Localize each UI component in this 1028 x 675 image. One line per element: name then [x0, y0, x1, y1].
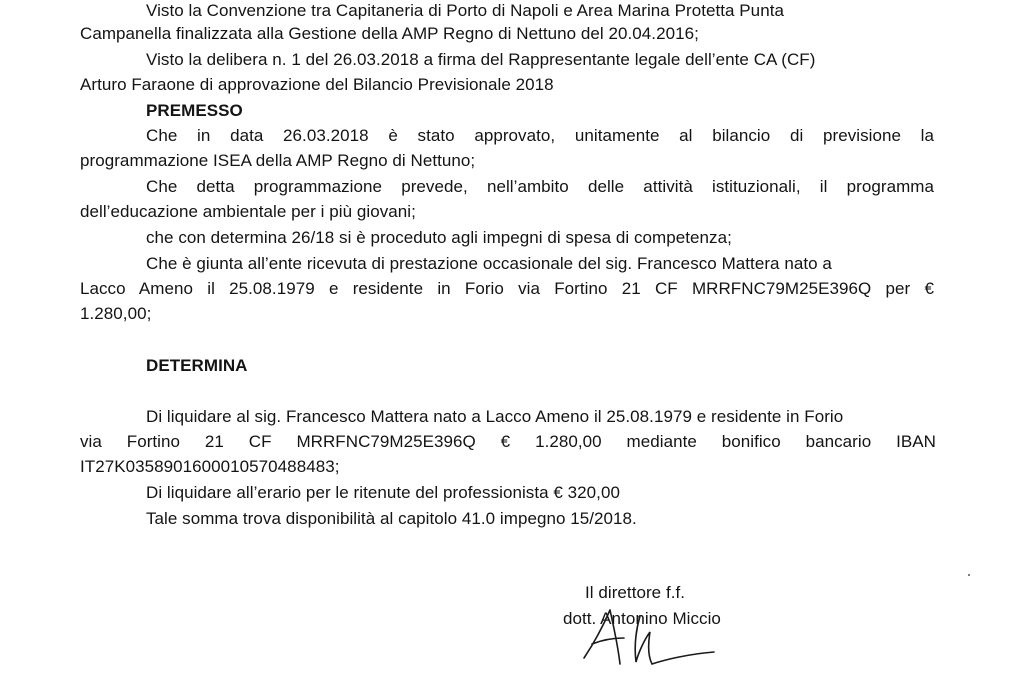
premesso-4-line-3: 1.280,00;	[80, 304, 152, 323]
signature-name: dott. Antonino Miccio	[563, 609, 721, 628]
signature-role: Il direttore f.f.	[585, 583, 686, 602]
visto-delibera-line-2: Arturo Faraone di approvazione del Bilancio Previsionale 2018	[80, 75, 554, 94]
scan-speck	[968, 574, 970, 576]
determina-1-line-2: via Fortino 21 CF MRRFNC79M25E396Q € 1.280,00 mediante bonifico bancario IBAN	[80, 432, 936, 451]
determina-1-line-3: IT27K0358901600010570488483;	[80, 457, 340, 476]
premesso-1-line-2: programmazione ISEA della AMP Regno di Nettuno;	[80, 151, 476, 170]
visto-delibera-line-1: Visto la delibera n. 1 del 26.03.2018 a firma del Rappresentante legale dell’ente CA (CF)	[146, 50, 816, 69]
premesso-2-line-2: dell’educazione ambientale per i più giovani;	[80, 202, 416, 221]
premesso-4-line-1: Che è giunta all’ente ricevuta di prestazione occasionale del sig. Francesco Mattera nato a	[146, 254, 832, 273]
premesso-4-line-2: Lacco Ameno il 25.08.1979 e residente in Forio via Fortino 21 CF MRRFNC79M25E396Q per €	[80, 279, 934, 298]
premesso-heading: PREMESSO	[146, 101, 243, 120]
visto-convenzione-line-2: Campanella finalizzata alla Gestione della AMP Regno di Nettuno del 20.04.2016;	[80, 24, 699, 43]
premesso-2-line-1: Che detta programmazione prevede, nell’ambito delle attività istituzionali, il programma	[146, 177, 934, 196]
determina-3: Tale somma trova disponibilità al capitolo 41.0 impegno 15/2018.	[146, 509, 637, 528]
determina-1-line-1: Di liquidare al sig. Francesco Mattera nato a Lacco Ameno il 25.08.1979 e residente in Forio	[146, 407, 844, 426]
handwritten-signature	[578, 606, 718, 672]
premesso-1-line-1: Che in data 26.03.2018 è stato approvato, unitamente al bilancio di previsione la	[146, 126, 934, 145]
visto-convenzione-line-1: Visto la Convenzione tra Capitaneria di Porto di Napoli e Area Marina Protetta Punta	[146, 1, 784, 20]
determina-2: Di liquidare all’erario per le ritenute del professionista € 320,00	[146, 483, 620, 502]
determina-heading: DETERMINA	[146, 356, 248, 375]
premesso-3: che con determina 26/18 si è proceduto agli impegni di spesa di competenza;	[146, 228, 732, 247]
